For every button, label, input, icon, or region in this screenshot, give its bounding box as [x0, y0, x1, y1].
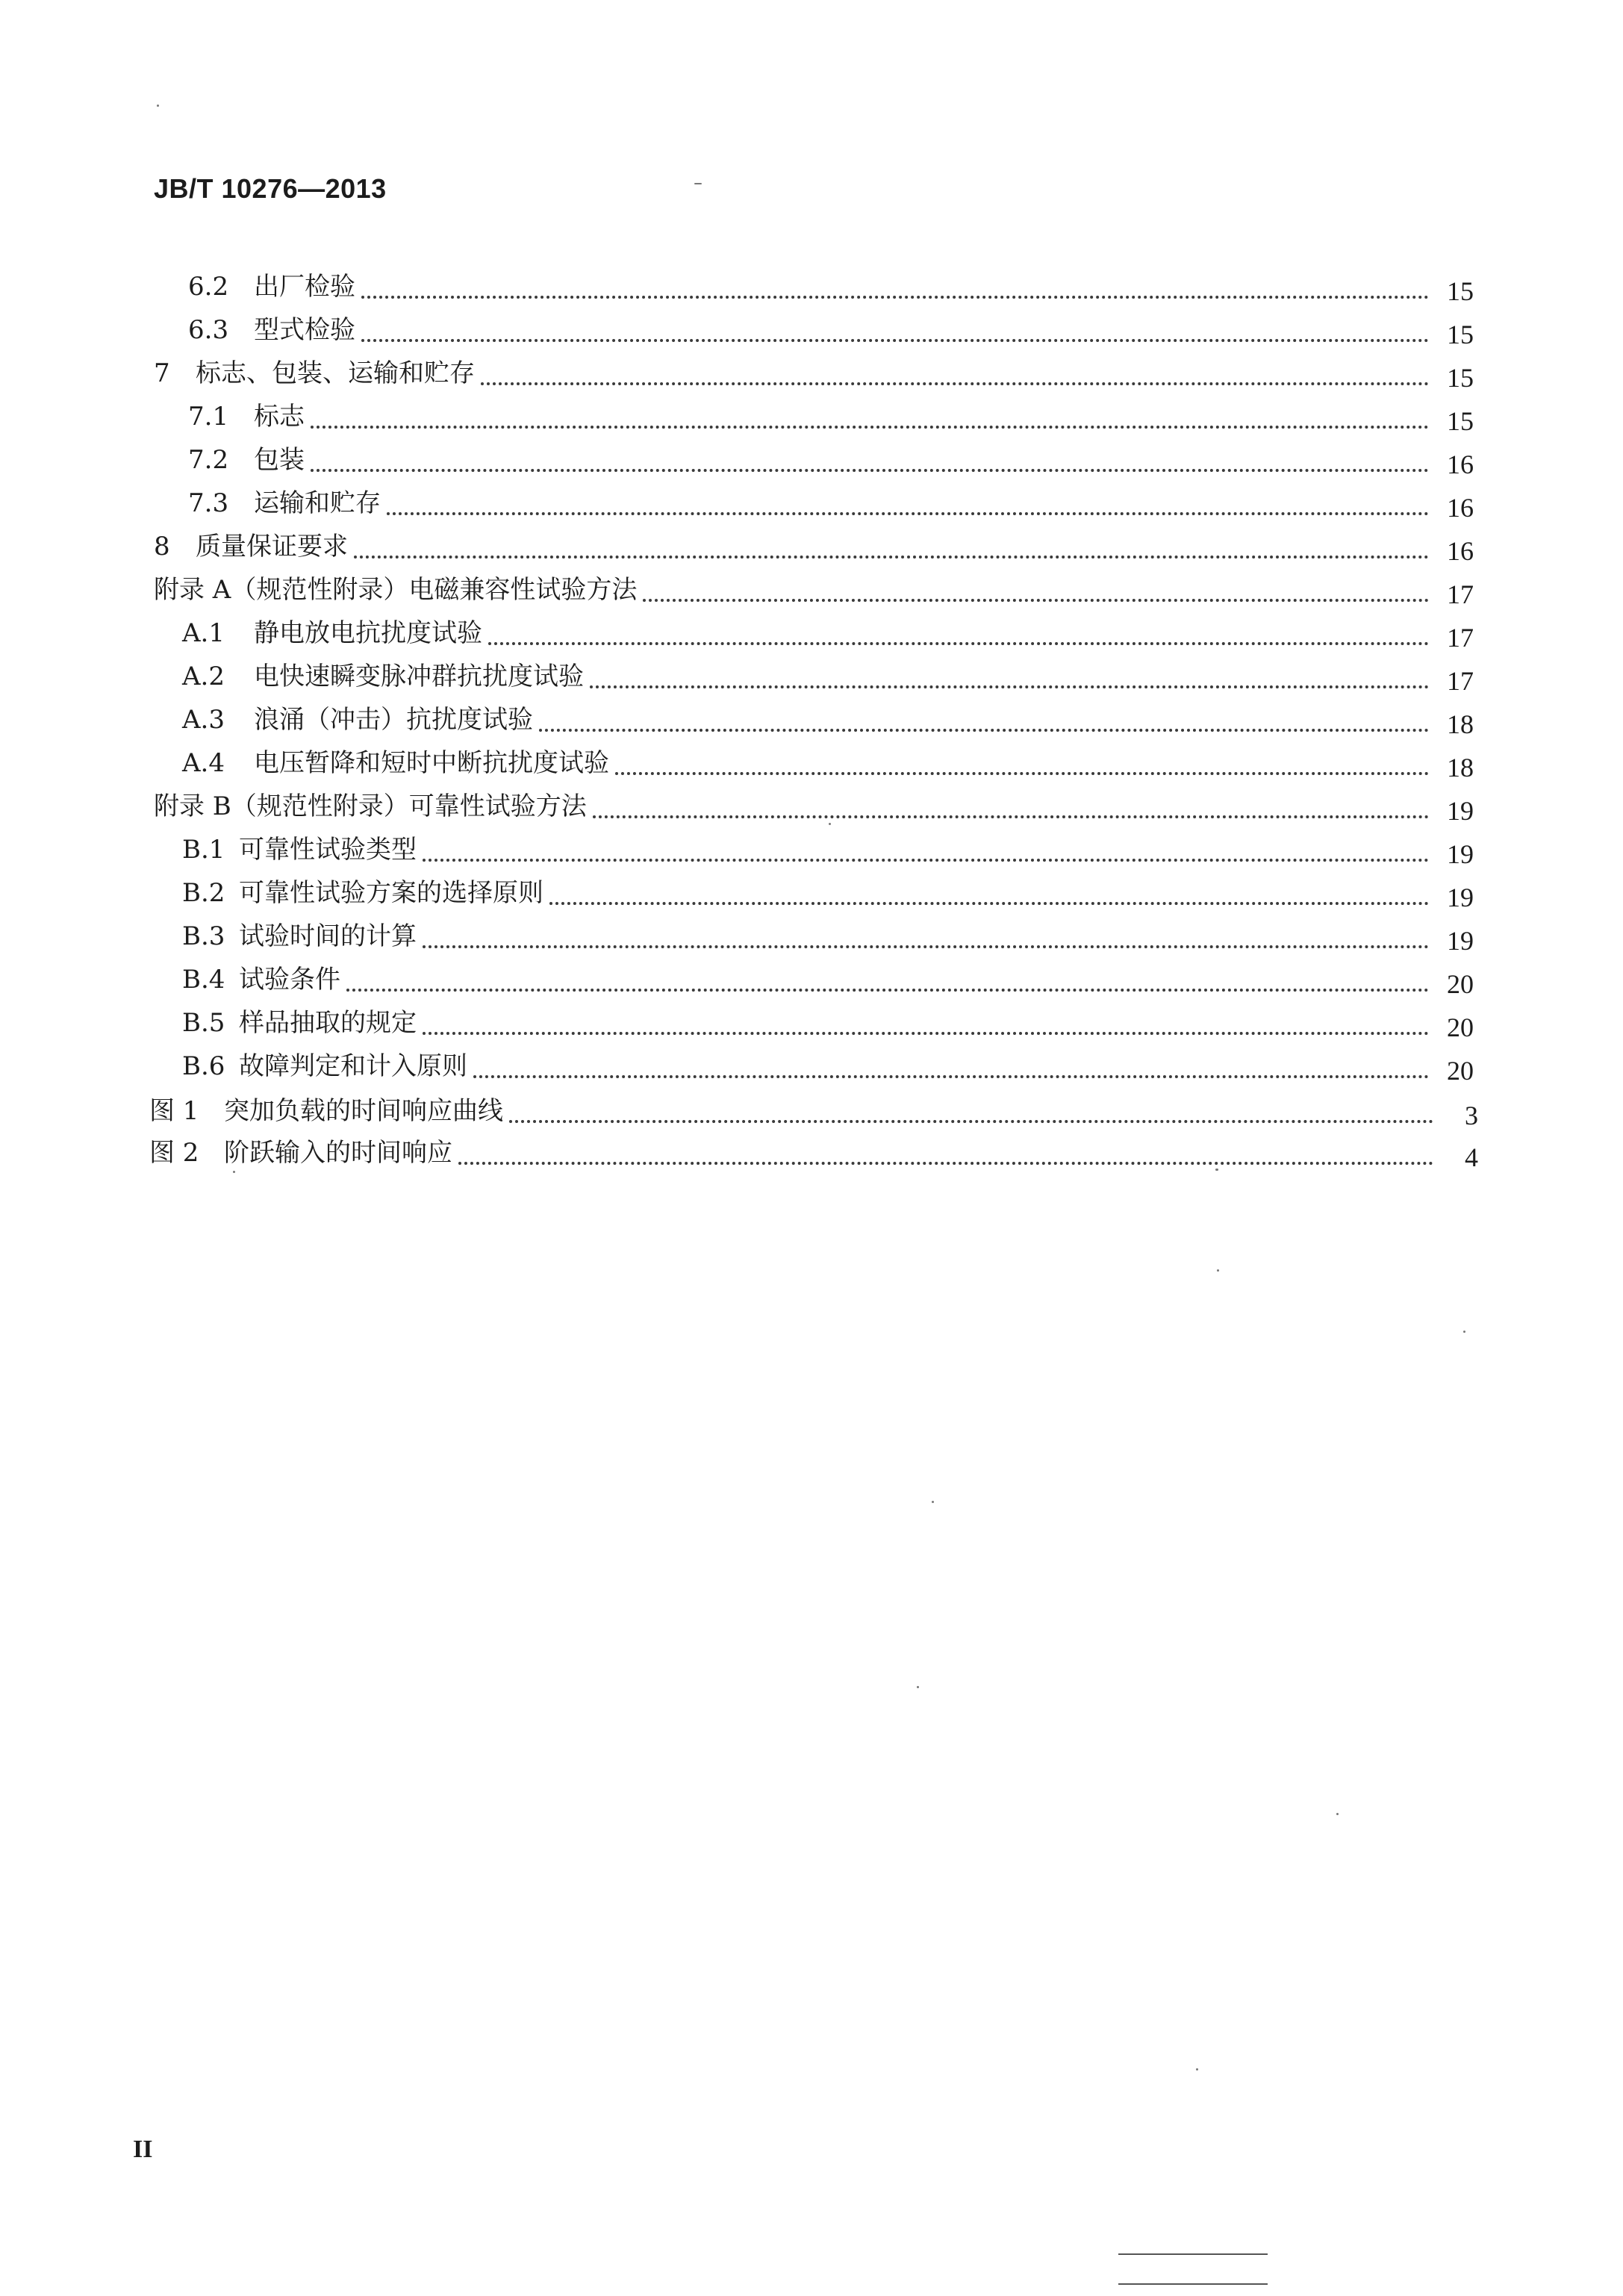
toc-entry-number: A.2: [182, 657, 229, 696]
toc-entry[interactable]: [0, 700, 1623, 739]
toc-entry-title: 附录 A（规范性附录）电磁兼容性试验方法: [154, 570, 641, 609]
toc-entry[interactable]: [0, 1133, 1623, 1172]
toc-entry-number: 7: [154, 354, 175, 393]
toc-entry[interactable]: [0, 354, 1623, 393]
scan-line: [1118, 2253, 1268, 2255]
scan-speck: [1336, 1813, 1339, 1815]
toc-entry-number: B.3: [182, 917, 229, 956]
toc-entry-title: 突加负载的时间响应曲线: [224, 1092, 508, 1130]
toc-entry-number: 7.1: [188, 397, 233, 436]
toc-entry-title: 电快速瞬变脉冲群抗扰度试验: [254, 657, 588, 696]
toc-entry-page: 16: [1432, 532, 1474, 570]
toc-entry-number: 6.3: [188, 311, 233, 349]
dot-leader: [539, 729, 1429, 732]
toc-entry-page: 15: [1432, 358, 1474, 397]
toc-entry-title: 阶跃输入的时间响应: [224, 1133, 457, 1172]
toc-entry-title: 电压暂降和短时中断抗扰度试验: [254, 744, 614, 783]
toc-entry-number: B.2: [182, 874, 229, 912]
toc-entry[interactable]: [0, 1004, 1623, 1042]
toc-entry-page: 17: [1432, 662, 1474, 700]
toc-entry[interactable]: [0, 917, 1623, 956]
toc-entry-number: A.1: [182, 614, 229, 653]
toc-entry-page: 15: [1432, 402, 1474, 441]
toc-entry-number: B.1: [182, 830, 229, 869]
dot-leader: [615, 772, 1429, 775]
toc-entry-page: 18: [1432, 748, 1474, 787]
toc-entry-page: 19: [1432, 921, 1474, 960]
toc-entry-number: B.4: [182, 960, 229, 999]
scan-speck: [1196, 2068, 1198, 2071]
scan-speck: [917, 1686, 919, 1688]
toc-entry-number: A.3: [182, 700, 229, 739]
toc-entry[interactable]: [0, 744, 1623, 783]
toc-entry-title: 包装: [254, 441, 309, 479]
toc-entry[interactable]: [0, 527, 1623, 566]
dot-leader: [643, 599, 1429, 602]
dot-leader: [590, 685, 1429, 688]
toc-entry-number: 7.2: [188, 441, 233, 479]
toc-entry-title: 故障判定和计入原则: [239, 1047, 472, 1086]
toc-entry-number: 7.3: [188, 484, 233, 523]
toc-entry-title: 运输和贮存: [254, 484, 385, 523]
toc-entry[interactable]: [0, 830, 1623, 869]
toc-entry[interactable]: [0, 267, 1623, 306]
toc-entry-title: 可靠性试验类型: [239, 830, 421, 869]
toc-entry-title: 质量保证要求: [196, 527, 352, 566]
standard-code: JB/T 10276—2013: [154, 173, 387, 204]
toc-entry[interactable]: [0, 397, 1623, 436]
scan-speck: [1217, 1269, 1219, 1272]
toc-entry-number: 8: [154, 527, 175, 566]
toc-entry-page: 3: [1436, 1096, 1478, 1135]
toc-entry-page: 4: [1436, 1138, 1478, 1177]
dot-leader: [473, 1075, 1429, 1078]
toc-entry-page: 19: [1432, 835, 1474, 874]
scan-speck: [1463, 1331, 1465, 1333]
toc-entry[interactable]: [0, 960, 1623, 999]
page-number-marker: II: [133, 2135, 153, 2163]
toc-entry[interactable]: [0, 441, 1623, 479]
dot-leader: [361, 339, 1429, 342]
toc-entry[interactable]: [0, 657, 1623, 696]
dot-leader: [509, 1120, 1433, 1123]
toc-entry-title: 浪涌（冲击）抗扰度试验: [254, 700, 538, 739]
dot-leader: [423, 945, 1429, 948]
toc-entry-page: 20: [1432, 965, 1474, 1004]
toc-entry-page: 19: [1432, 791, 1474, 830]
dot-leader: [311, 426, 1429, 429]
scan-speck: [932, 1501, 934, 1503]
toc-entry-page: 15: [1432, 315, 1474, 354]
toc-entry[interactable]: [0, 1092, 1623, 1130]
dot-leader: [458, 1162, 1433, 1165]
dot-leader: [488, 642, 1429, 645]
toc-entry-number: B.6: [182, 1047, 229, 1086]
toc-entry[interactable]: [0, 614, 1623, 653]
toc-entry-title: 标志: [254, 397, 309, 436]
dot-leader: [593, 815, 1429, 818]
toc-entry-number: 图 2: [149, 1133, 203, 1172]
toc-entry-title: 附录 B（规范性附录）可靠性试验方法: [154, 787, 591, 826]
toc-entry-title: 试验条件: [239, 960, 345, 999]
toc-entry-page: 17: [1432, 618, 1474, 657]
dot-leader: [387, 512, 1429, 515]
dot-leader: [346, 989, 1429, 992]
scan-speck: [157, 105, 159, 107]
toc-entry-title: 标志、包装、运输和贮存: [196, 354, 479, 393]
toc-entry[interactable]: [0, 570, 1623, 609]
toc-entry-title: 可靠性试验方案的选择原则: [239, 874, 548, 912]
toc-entry-page: 18: [1432, 705, 1474, 744]
dot-leader: [361, 296, 1429, 299]
toc-entry-title: 出厂检验: [254, 267, 360, 306]
scan-line: [1118, 2283, 1268, 2285]
toc-entry-title: 型式检验: [254, 311, 360, 349]
toc-entry-title: 样品抽取的规定: [239, 1004, 421, 1042]
toc-entry-number: 图 1: [149, 1092, 203, 1130]
toc-entry[interactable]: [0, 874, 1623, 912]
dot-leader: [423, 859, 1429, 862]
dot-leader: [311, 469, 1429, 472]
toc-entry[interactable]: [0, 787, 1623, 826]
toc-entry-number: A.4: [182, 744, 229, 783]
toc-entry-title: 试验时间的计算: [239, 917, 421, 956]
dot-leader: [354, 556, 1429, 559]
toc-entry-page: 20: [1432, 1051, 1474, 1090]
toc-entry-number: 6.2: [188, 267, 233, 306]
dot-leader: [481, 382, 1429, 385]
toc-entry[interactable]: [0, 311, 1623, 349]
scan-speck: [694, 183, 702, 184]
toc-entry[interactable]: [0, 1047, 1623, 1086]
toc-entry-page: 17: [1432, 575, 1474, 614]
toc-entry-page: 20: [1432, 1008, 1474, 1047]
scan-speck: [233, 1171, 235, 1173]
toc-entry-page: 16: [1432, 488, 1474, 527]
toc-entry[interactable]: [0, 484, 1623, 523]
toc-entry-page: 15: [1432, 272, 1474, 311]
toc-entry-title: 静电放电抗扰度试验: [254, 614, 487, 653]
toc-entry-page: 16: [1432, 445, 1474, 484]
dot-leader: [423, 1032, 1429, 1035]
dot-leader: [549, 902, 1429, 905]
toc-entry-number: B.5: [182, 1004, 229, 1042]
scan-speck: [1215, 1169, 1218, 1171]
toc-entry-page: 19: [1432, 878, 1474, 917]
scan-speck: [829, 823, 831, 825]
